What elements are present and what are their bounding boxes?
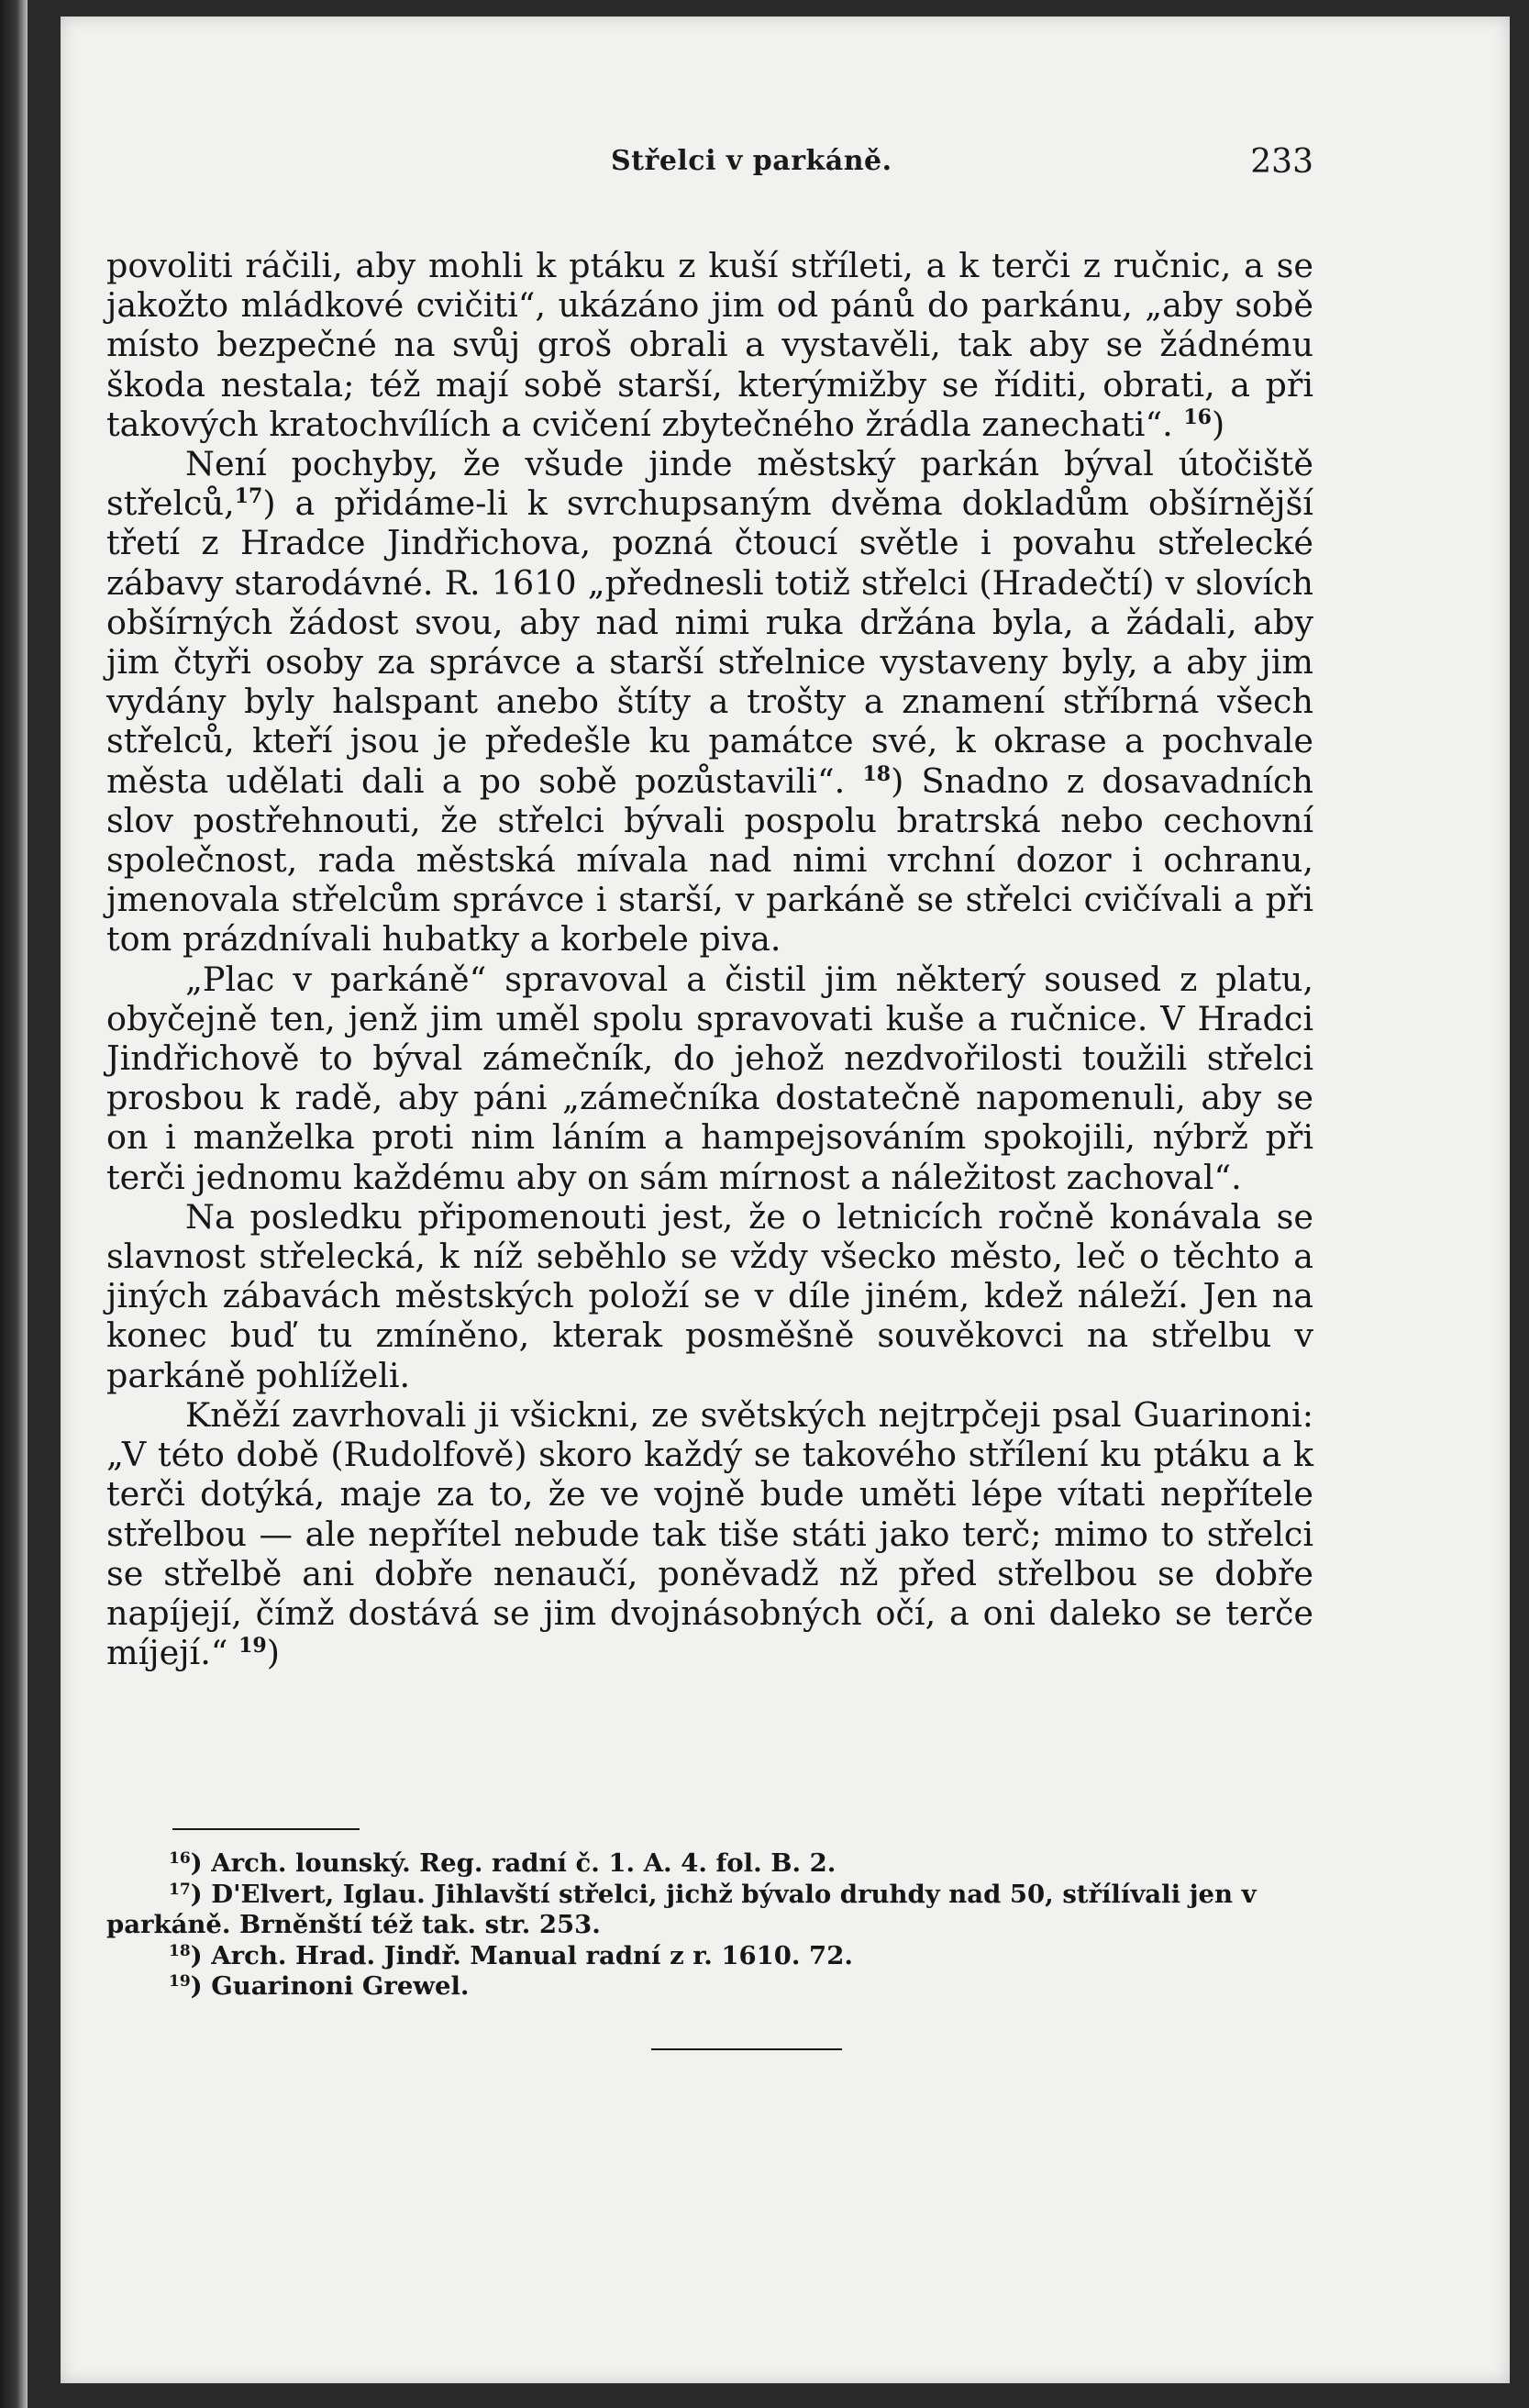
footnote-17 xyxy=(106,1880,1313,1941)
end-divider xyxy=(651,2048,842,2050)
footnote-number: 17 xyxy=(169,1880,191,1899)
footnote-number: 19 xyxy=(169,1972,191,1991)
paragraph-1-text: povoliti ráčili, aby mohli k ptáku z kuší stříleti, a k terči z ručnic, a se jakožto mládkové cvičiti“, ukázáno jim od pánů do parkánu, „aby sobě místo bezpečné na svůj groš obrali a vystavěli, tak aby se žádnému škoda nestala; též mají sobě starší, kterýmižby se říditi, obrati, a při takových kratochvílích a cvičení zbytečného žrádla zanechati“. xyxy=(106,246,1313,444)
footnote-16 xyxy=(106,1848,1313,1880)
footnote-ref-17: 17 xyxy=(234,484,263,509)
paragraph-4 xyxy=(106,1197,1313,1395)
paragraph-5-text: Kněží zavrhovali ji všickni, ze světských nejtrpčeji psal Guarinoni: „V této době (Rudolfově) skoro každý se takového střílení ku ptáku a k terči dotýká, maje za to, že ve vojně bude uměti lépe vítati nepřítele střelbou — ale nepřítel nebude tak tiše státi jako terč; mimo to střelci se střelbě ani dobře nenaučí, poněvadž nž před střelbou se dobře napíjejí, čímž dostává se jim dvojnásobných očí, a oni daleko se terče míjejí.“ xyxy=(106,1394,1313,1673)
footnote-divider xyxy=(172,1828,360,1830)
paragraph-2-text-a: Není pochyby, že všude jinde městský parkán býval útočiště střelců, xyxy=(106,444,1313,524)
paragraph-1 xyxy=(106,246,1313,444)
paragraph-5 xyxy=(106,1395,1313,1672)
footnote-ref-16: 16 xyxy=(1183,405,1212,429)
paragraph-2-text-c: ) Snadno z dosavadních slov postřehnouti, že střelci bývali pospolu bratrská nebo cechovní společnost, rada městská mívala nad nimi vrchní dozor i ochranu, jmenovala střelcům správce i starší, v parkáně se střelci cvičívali a při tom prázdnívali hubatky a korbele piva. xyxy=(106,760,1314,960)
footnote-text: ) Guarinoni Grewel. xyxy=(190,1971,470,2001)
footnote-ref-19: 19 xyxy=(238,1634,267,1659)
footnote-ref-18: 18 xyxy=(862,761,892,786)
footnotes xyxy=(106,1848,1313,2003)
footnote-19 xyxy=(106,1971,1313,2003)
footnote-number: 16 xyxy=(169,1849,191,1868)
footnote-ref-close: ) xyxy=(266,1633,280,1673)
footnote-text: ) Arch. lounský. Reg. radní č. 1. A. 4. fol. B. 2. xyxy=(190,1848,837,1878)
scan-edge xyxy=(0,0,28,2408)
paragraph-2 xyxy=(106,444,1313,960)
footnote-text: ) Arch. Hrad. Jindř. Manual radní z r. 1610. 72. xyxy=(190,1940,853,1970)
running-head: Střelci v parkáně. xyxy=(611,145,892,177)
paragraph-3-text: „Plac v parkáně“ spravoval a čistil jim některý soused z platu, obyčejně ten, jenž jim uměl spolu spravovati kuše a ručnice. V Hradci Jindřichově to býval zámečník, do jehož nezdvořilosti toužili střelci prosbou k radě, aby páni „zámečníka dostatečně napomenuli, aby se on i manželka proti nim láním a hampejsováním spokojili, nýbrž při terči jednomu každému aby on sám mírnost a náležitost zachoval“. xyxy=(106,959,1313,1197)
footnote-text: ) D'Elvert, Iglau. Jihlavští střelci, jichž bývalo druhdy nad 50, střílívali jen v parkáně. Brněnští též tak. str. 253. xyxy=(106,1879,1257,1939)
page-header xyxy=(106,145,1313,191)
footnote-ref-close: ) xyxy=(1211,404,1225,444)
body-text xyxy=(106,246,1313,1672)
paragraph-4-text: Na posledku připomenouti jest, že o letnicích ročně konávala se slavnost střelecká, k níž seběhlo se vždy všecko město, leč o těchto a jiných zábavách městských položí se v díle jiném, kdež náleží. Jen na konec buď tu zmíněno, kterak posměšně souvěkovci na střelbu v parkáně pohlíželi. xyxy=(106,1196,1313,1395)
footnote-number: 18 xyxy=(169,1941,191,1960)
page-number: 233 xyxy=(1250,143,1313,181)
paragraph-2-text-b: ) a přidáme-li k svrchupsaným dvěma dokladům obšírnější třetí z Hradce Jindřichova, pozná čtoucí světle i povahu střelecké zábavy starodávné. R. 1610 „přednesli totiž střelci (Hradečtí) v slovích obšírných žádost svou, aby nad nimi ruka držána byla, a žádali, aby jim čtyři osoby za správce a starší střelnice vystaveny byly, a aby jim vydány byly halspant anebo štíty a trošty a znamení stříbrná všech střelců, kteří jsou je předešle ku památce své, k okrase a pochvale města udělati dali a po sobě pozůstavili“. xyxy=(106,483,1313,801)
footnote-18 xyxy=(106,1941,1313,1972)
paragraph-3 xyxy=(106,960,1313,1197)
